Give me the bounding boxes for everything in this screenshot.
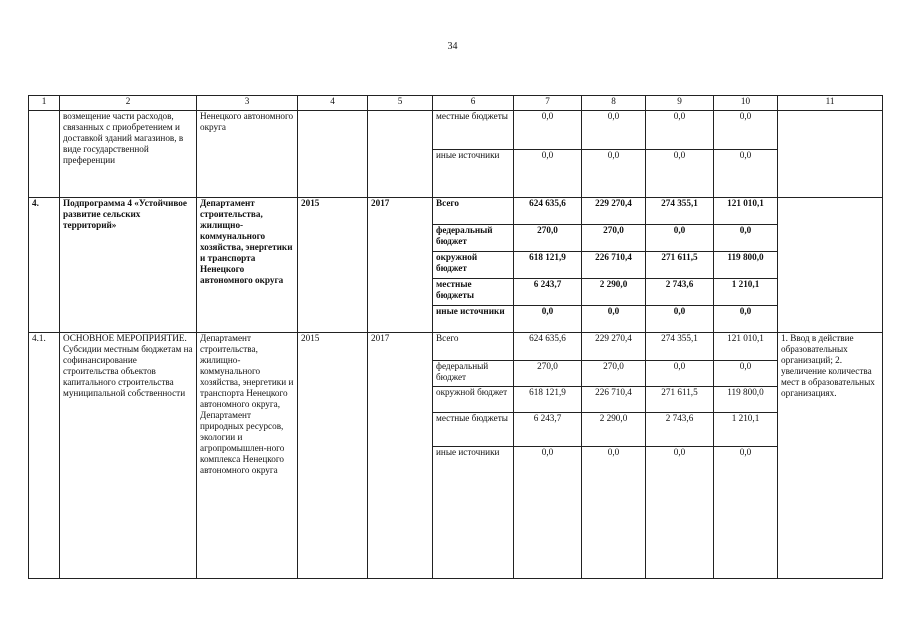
value-cell: 229 270,4 xyxy=(582,333,646,361)
page-number: 34 xyxy=(447,41,458,52)
header-cell: 9 xyxy=(646,96,714,111)
value-cell: 6 243,7 xyxy=(514,413,582,447)
funding-source-cell: иные источники xyxy=(433,447,514,579)
funding-source-cell: Всего xyxy=(433,198,514,225)
value-cell: 0,0 xyxy=(646,306,714,333)
value-cell: 0,0 xyxy=(582,111,646,150)
value-cell: 624 635,6 xyxy=(514,333,582,361)
value-cell: 1 210,1 xyxy=(714,413,778,447)
table-row xyxy=(29,111,883,150)
funding-source-cell: федеральный бюджет xyxy=(433,225,514,252)
value-cell: 226 710,4 xyxy=(582,252,646,279)
header-cell: 1 xyxy=(29,96,60,111)
value-cell: 1 210,1 xyxy=(714,279,778,306)
row-number-cell: 4. xyxy=(29,198,60,333)
value-cell: 0,0 xyxy=(582,306,646,333)
funding-source-cell: местные бюджеты xyxy=(433,413,514,447)
value-cell: 6 243,7 xyxy=(514,279,582,306)
value-cell: 119 800,0 xyxy=(714,387,778,413)
value-cell: 274 355,1 xyxy=(646,198,714,225)
funding-source-cell: Всего xyxy=(433,333,514,361)
value-cell: 271 611,5 xyxy=(646,387,714,413)
measure-name-cell: возмещение части расходов, связанных с приобретением и доставкой зданий магазинов, в виде государственной преференции xyxy=(60,111,197,198)
value-cell: 618 121,9 xyxy=(514,387,582,413)
funding-source-cell: иные источники xyxy=(433,306,514,333)
value-cell: 0,0 xyxy=(714,225,778,252)
value-cell: 0,0 xyxy=(714,111,778,150)
executor-cell: Департамент строительства, жилищно-коммунального хозяйства, энергетики и транспорта Ненецкого автономного округа xyxy=(197,198,298,333)
start-year-cell xyxy=(298,111,368,198)
funding-source-cell: окружной бюджет xyxy=(433,387,514,413)
value-cell: 229 270,4 xyxy=(582,198,646,225)
value-cell: 618 121,9 xyxy=(514,252,582,279)
header-cell: 6 xyxy=(433,96,514,111)
value-cell: 0,0 xyxy=(582,150,646,198)
header-row xyxy=(29,96,883,111)
funding-source-cell: местные бюджеты xyxy=(433,111,514,150)
program-table xyxy=(28,95,883,579)
result-cell: 1. Ввод в действие образовательных организаций; 2. увеличение количества мест в образовательных организациях. xyxy=(778,333,883,579)
value-cell: 0,0 xyxy=(714,150,778,198)
end-year-cell: 2017 xyxy=(368,333,433,579)
start-year-cell: 2015 xyxy=(298,198,368,333)
value-cell: 0,0 xyxy=(514,447,582,579)
value-cell: 270,0 xyxy=(514,225,582,252)
result-cell xyxy=(778,198,883,333)
value-cell: 0,0 xyxy=(646,361,714,387)
value-cell: 119 800,0 xyxy=(714,252,778,279)
header-cell: 8 xyxy=(582,96,646,111)
value-cell: 2 743,6 xyxy=(646,413,714,447)
row-number-cell xyxy=(29,111,60,198)
measure-name-cell: ОСНОВНОЕ МЕРОПРИЯТИЕ. Субсидии местным бюджетам на софинансирование строительства объектов капитального строительства муниципальной собственности xyxy=(60,333,197,579)
header-cell: 11 xyxy=(778,96,883,111)
value-cell: 0,0 xyxy=(514,306,582,333)
header-cell: 4 xyxy=(298,96,368,111)
funding-source-cell: окружной бюджет xyxy=(433,252,514,279)
header-cell: 7 xyxy=(514,96,582,111)
measure-name-cell: Подпрограмма 4 «Устойчивое развитие сельских территорий» xyxy=(60,198,197,333)
value-cell: 0,0 xyxy=(714,361,778,387)
funding-source-cell: иные источники xyxy=(433,150,514,198)
value-cell: 0,0 xyxy=(582,447,646,579)
executor-cell: Департамент строительства, жилищно-коммунального хозяйства, энергетики и транспорта Ненецкого автономного округа, Департамент природных ресурсов, экологии и агропромышлен-ного комплекса Ненецкого автономного округа xyxy=(197,333,298,579)
result-cell xyxy=(778,111,883,198)
table-row xyxy=(29,333,883,361)
value-cell: 0,0 xyxy=(646,150,714,198)
end-year-cell xyxy=(368,111,433,198)
value-cell: 270,0 xyxy=(582,225,646,252)
header-cell: 5 xyxy=(368,96,433,111)
value-cell: 121 010,1 xyxy=(714,198,778,225)
funding-source-cell: местные бюджеты xyxy=(433,279,514,306)
header-cell: 2 xyxy=(60,96,197,111)
value-cell: 121 010,1 xyxy=(714,333,778,361)
value-cell: 271 611,5 xyxy=(646,252,714,279)
value-cell: 0,0 xyxy=(646,111,714,150)
value-cell: 0,0 xyxy=(514,111,582,150)
value-cell: 2 290,0 xyxy=(582,279,646,306)
value-cell: 624 635,6 xyxy=(514,198,582,225)
value-cell: 0,0 xyxy=(646,447,714,579)
table-row xyxy=(29,198,883,225)
value-cell: 270,0 xyxy=(582,361,646,387)
end-year-cell: 2017 xyxy=(368,198,433,333)
value-cell: 2 290,0 xyxy=(582,413,646,447)
funding-source-cell: федеральный бюджет xyxy=(433,361,514,387)
executor-cell: Ненецкого автономного округа xyxy=(197,111,298,198)
value-cell: 0,0 xyxy=(514,150,582,198)
value-cell: 0,0 xyxy=(714,306,778,333)
row-number-cell: 4.1. xyxy=(29,333,60,579)
value-cell: 0,0 xyxy=(714,447,778,579)
value-cell: 226 710,4 xyxy=(582,387,646,413)
value-cell: 0,0 xyxy=(646,225,714,252)
header-cell: 3 xyxy=(197,96,298,111)
value-cell: 274 355,1 xyxy=(646,333,714,361)
value-cell: 270,0 xyxy=(514,361,582,387)
header-cell: 10 xyxy=(714,96,778,111)
start-year-cell: 2015 xyxy=(298,333,368,579)
value-cell: 2 743,6 xyxy=(646,279,714,306)
